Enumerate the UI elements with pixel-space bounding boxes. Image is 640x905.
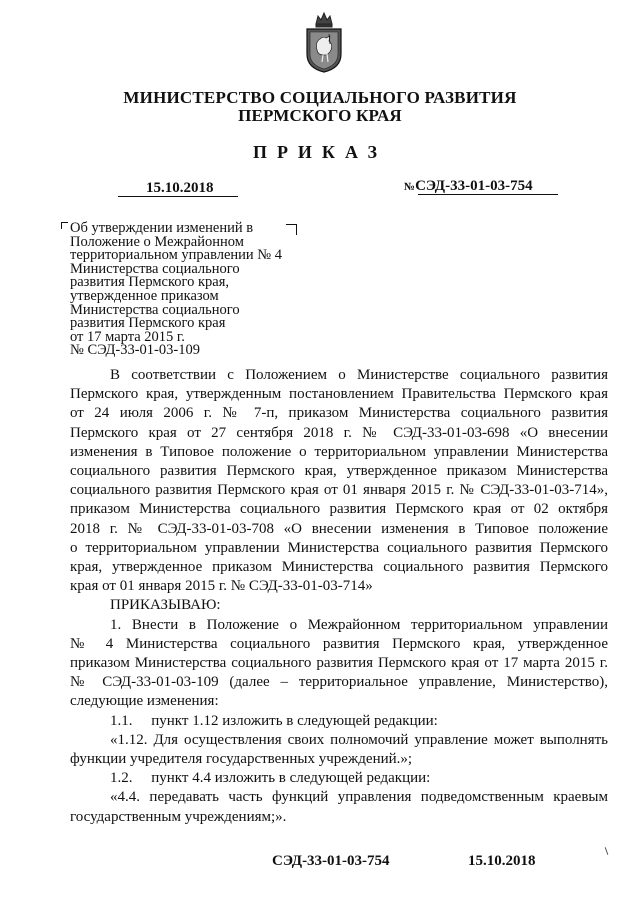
body-line: изменения в Типовое положение о территориальном управлении Министерства	[70, 443, 608, 460]
item-1-1: 1.1. пункт 1.12 изложить в следующей редакции:	[110, 712, 438, 729]
subject-corner-mark-left	[61, 222, 68, 229]
order-word: ПРИКАЗЫВАЮ:	[110, 597, 221, 614]
body-line: социального развития Пермского края, утвержденное приказом Министерства	[70, 463, 608, 480]
subject-line: Об утверждении изменений в	[70, 220, 254, 236]
body-line: от 24 июля 2006 г. № 7-п, приказом Министерства социального развития	[70, 405, 608, 422]
quote-1-line: «1.12. Для осуществления своих полномочий управление может выполнять	[110, 731, 608, 748]
coat-of-arms-emblem	[303, 10, 345, 74]
date-underline	[118, 196, 238, 197]
quote-2-line: государственным учреждениям;».	[70, 808, 287, 825]
subject-line: Положение о Межрайонном	[70, 233, 244, 250]
body-line: В соответствии с Положением о Министерстве социального развития	[110, 367, 608, 383]
number-underline	[418, 194, 558, 195]
item-1-line: № 4 Министерства социального развития Пермского края, утвержденное	[70, 635, 608, 652]
scan-mark	[605, 847, 609, 855]
footer-order-date: 15.10.2018	[468, 853, 536, 869]
order-number-value: СЭД-33-01-03-754	[415, 178, 533, 194]
item-1-2: 1.2. пункт 4.4 изложить в следующей редакции:	[110, 770, 431, 787]
body-line: края от 01 января 2015 г. № СЭД-33-01-03-714»	[70, 578, 373, 595]
subject-line: № СЭД-33-01-03-109	[70, 342, 200, 359]
subject-line: территориальном управлении № 4	[70, 247, 283, 264]
body-line: Пермского края, утвержденным постановлением Правительства Пермского края	[70, 386, 608, 403]
body-line: приказом Министерства социального развития Пермского края от 02 октября	[70, 501, 608, 518]
order-subject	[70, 222, 320, 358]
item-1-line: № СЭД-33-01-03-109 (далее – территориальное управление, Министерство),	[70, 674, 608, 691]
order-date: 15.10.2018	[146, 180, 214, 196]
footer-order-number: СЭД-33-01-03-754	[272, 853, 390, 869]
subject-line: утвержденное приказом	[70, 287, 219, 304]
item-1-line: следующие изменения:	[70, 693, 219, 710]
ministry-name-line2: ПЕРМСКОГО КРАЯ	[238, 106, 402, 125]
body-line: Пермского края от 27 сентября 2018 г. № СЭД-33-01-03-698 «О внесении	[70, 424, 608, 441]
ministry-name-line1: МИНИСТЕРСТВО СОЦИАЛЬНОГО РАЗВИТИЯ	[123, 88, 517, 107]
body-line: края, утвержденное приказом Министерства социального развития Пермского	[70, 559, 608, 576]
subject-line: Министерства социального	[70, 301, 240, 318]
quote-2-line: «4.4. передавать часть функций управления подведомственным краевым	[110, 789, 608, 806]
subject-line: Министерства социального	[70, 260, 240, 277]
order-body	[70, 366, 608, 827]
body-line: 2018 г. № СЭД-33-01-03-708 «О внесении изменения в Типовое положение	[70, 520, 608, 537]
document-type-title: ПРИКАЗ	[252, 142, 388, 162]
body-line: социального развития Пермского края от 01 января 2015 г. № СЭД-33-01-03-714»,	[70, 482, 608, 499]
quote-1-line: функции учредителя государственных учреждений.»;	[70, 751, 413, 768]
subject-line: от 17 марта 2015 г.	[70, 328, 185, 345]
subject-line: развития Пермского края,	[70, 274, 230, 291]
subject-line: развития Пермского края	[70, 315, 226, 332]
order-number	[404, 178, 533, 195]
item-1-line: 1. Внести в Положение о Межрайонном территориальном управлении	[110, 616, 608, 633]
item-1-line: приказом Министерства социального развития Пермского края от 17 марта 2015 г.	[70, 655, 608, 672]
body-line: о территориальном управлении Министерства социального развития Пермского	[70, 539, 608, 556]
number-sign: №	[404, 181, 416, 193]
